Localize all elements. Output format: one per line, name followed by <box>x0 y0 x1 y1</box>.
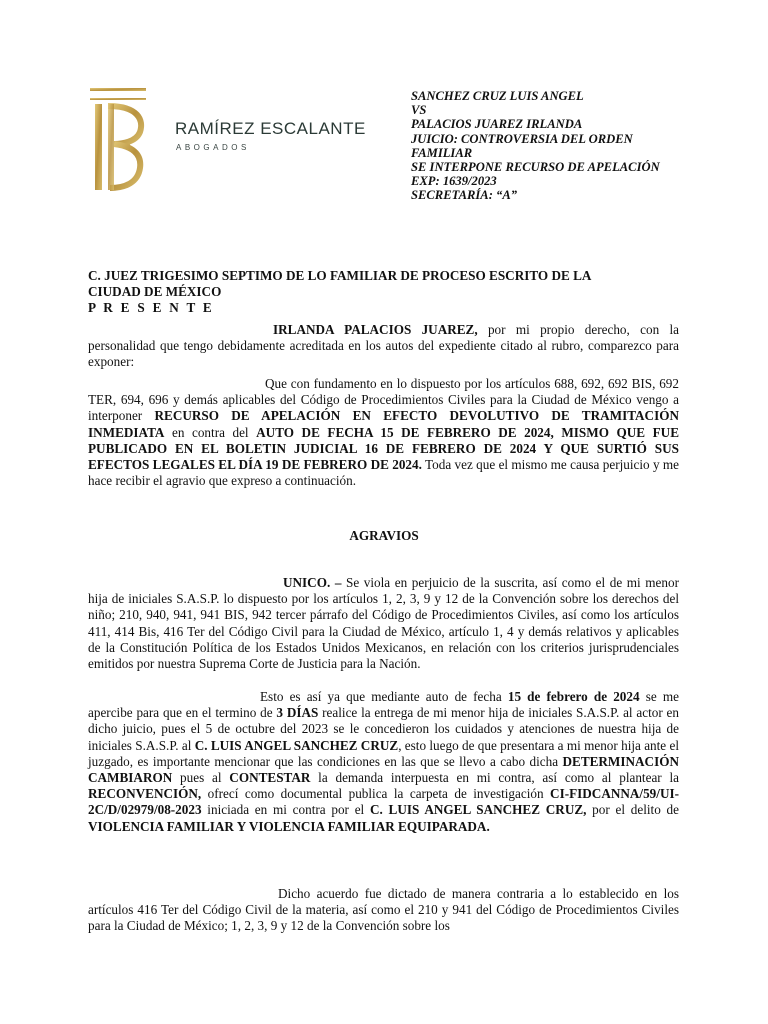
paragraph-bold: AUTO DE FECHA 15 DE FEBRERO DE 2024, MISMO QUE FUE PUBLICADO EN EL BOLETIN JUDICIAL 16 DE FEBRERO DE 2024 Y QUE SURTIÓ SUS EFECTOS LEGALES EL DÍA 19 DE FEBRERO DE 2024. <box>88 424 679 473</box>
appellant-name: IRLANDA PALACIOS JUAREZ, <box>273 322 478 337</box>
paragraph-text: ofrecí como documental publica la carpeta de investigación <box>201 786 551 802</box>
paragraph-bold: 3 DÍAS <box>276 705 319 721</box>
paragraph-text: la demanda interpuesta en mi contra, así como al plantear la <box>310 770 679 786</box>
firm-logo <box>88 86 378 196</box>
paragraph-bold: UNICO. – <box>283 575 342 590</box>
addressee-line: CIUDAD DE MÉXICO <box>88 284 222 299</box>
paragraph-bold: RECONVENCIÓN, <box>88 786 202 802</box>
firm-monogram-icon <box>88 86 148 192</box>
paragraph-text: Esto es así ya que mediante auto de fecha <box>260 689 508 704</box>
paragraph-text: Que con fundamento en lo dispuesto por los artículos 688, 692, 692 BIS, 692 TER, 694, 696 y demás aplicables del Código de Procedimientos Civiles para la Ciudad de México vengo a interponer <box>88 376 679 424</box>
appeal-paragraph <box>88 376 679 489</box>
paragraph-bold: CONTESTAR <box>229 770 311 786</box>
paragraph-text: por el delito de <box>586 802 680 818</box>
paragraph-bold: RECURSO DE APELACIÓN EN EFECTO DEVOLUTIVO DE TRAMITACIÓN INMEDIATA <box>88 408 679 440</box>
case-header-line: VS <box>411 103 427 118</box>
paragraph-bold: CI-FIDCANNA/59/UI-2C/D/02979/08-2023 <box>88 786 679 818</box>
addressee-line: C. JUEZ TRIGESIMO SEPTIMO DE LO FAMILIAR DE PROCESO ESCRITO DE LA <box>88 268 592 283</box>
argument-paragraph <box>88 886 679 935</box>
paragraph-text: , esto luego de que presentara a mi menor hija ante el juzgado, es importante mencionar que las condiciones en las que se llevo a cabo dicha <box>88 737 680 769</box>
case-header-line: PALACIOS JUAREZ IRLANDA <box>411 117 583 132</box>
paragraph-bold: VIOLENCIA FAMILIAR Y VIOLENCIA FAMILIAR EQUIPARADA. <box>88 818 490 834</box>
case-header-line: SECRETARÍA: “A” <box>411 188 518 203</box>
case-header-line: SE INTERPONE RECURSO DE APELACIÓN <box>411 160 660 175</box>
paragraph-bold: 15 de febrero de 2024 <box>507 689 640 704</box>
addressee-presente: P R E S E N T E <box>88 300 214 315</box>
paragraph-text: Dicho acuerdo fue dictado de manera contraria a lo establecido en los artículos 416 Ter del Código Civil de la materia, así como el 210 y 941 del Código de Procedimientos Civiles para la Ciudad de México; 1, 2, 3, 9 y 12 de la Convención sobre los <box>88 886 679 934</box>
paragraph-text: iniciada en mi contra por el <box>201 802 370 818</box>
case-header <box>411 89 711 203</box>
paragraph-text: en contra del <box>164 424 257 440</box>
paragraph-bold: DETERMINACIÓN CAMBIARON <box>88 753 679 786</box>
case-header-line: EXP: 1639/2023 <box>411 174 497 189</box>
intro-paragraph <box>88 322 679 371</box>
facts-paragraph <box>88 689 679 835</box>
intro-text: por mi propio derecho, con la personalidad que tengo debidamente acreditada en los autos del expediente citado al rubro, comparezco para exponer: <box>88 322 679 370</box>
paragraph-text: pues al <box>172 770 230 786</box>
paragraph-text: realice la entrega de mi menor hija de iniciales S.A.S.P. al actor en dicho juicio, pues el 5 de octubre del 2023 se le concedieron los cuidados y atenciones de nuestra hija de iniciales S.A.S.P. al <box>88 705 679 753</box>
paragraph-text: Toda vez que el mismo me causa perjuicio y me hace recibir el agravio que expreso a continuación. <box>88 457 680 489</box>
case-header-line: JUICIO: CONTROVERSIA DEL ORDEN <box>411 131 633 146</box>
case-header-line: FAMILIAR <box>411 145 473 160</box>
case-header-line: SANCHEZ CRUZ LUIS ANGEL <box>411 89 584 103</box>
paragraph-text: Se viola en perjuicio de la suscrita, así como el de mi menor hija de iniciales S.A.S.P. lo dispuesto por los artículos 1, 2, 3, 9 y 12 de la Convención sobre los derechos del niño; 210, 940, 941, 941 BIS, 942 tercer párrafo del Código de Procedimientos Civiles, así como los artículos 411, 414 Bis, 416 Ter del Código Civil para la Ciudad de México, artículo 1, 4 y demás relativos y aplicables de la Constitución Política de los Estados Unidos Mexicanos, en relación con los criterios jurisprudenciales emitidos por nuestra Suprema Corte de Justicia para la Nación. <box>88 575 679 672</box>
paragraph-bold: C. LUIS ANGEL SANCHEZ CRUZ <box>194 737 399 753</box>
addressee-block <box>88 268 688 316</box>
unico-paragraph <box>88 575 679 672</box>
paragraph-text: se me apercibe para que en el termino de <box>88 689 679 721</box>
paragraph-bold: C. LUIS ANGEL SANCHEZ CRUZ, <box>369 802 587 818</box>
firm-subtitle: ABOGADOS <box>176 143 250 152</box>
firm-name: RAMÍREZ ESCALANTE <box>175 119 366 138</box>
agravios-heading: AGRAVIOS <box>349 528 419 543</box>
